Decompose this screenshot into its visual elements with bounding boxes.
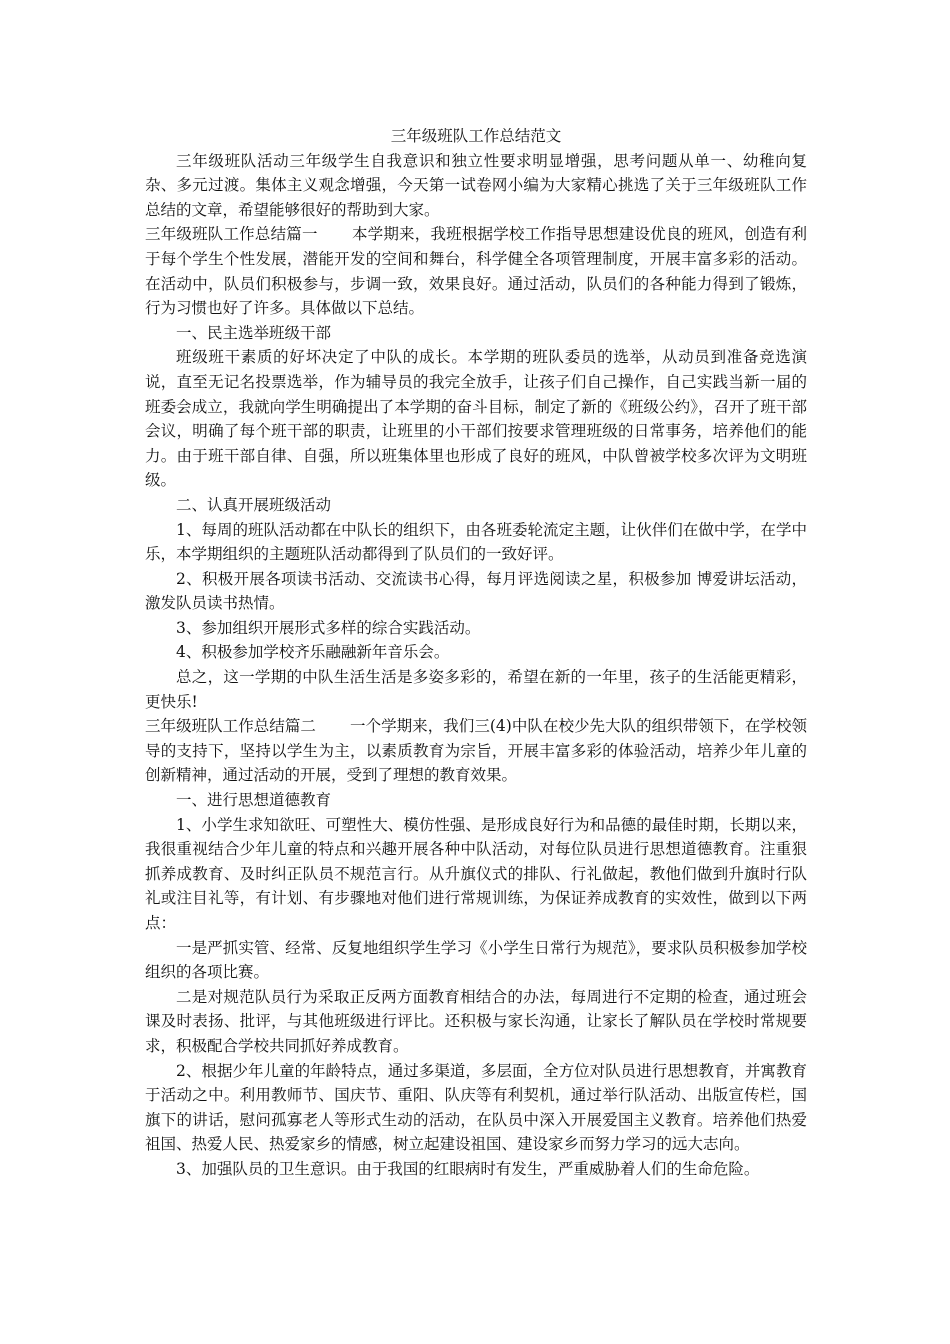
part2-heading: 三年级班队工作总结篇二: [145, 717, 316, 736]
section-heading: 一、民主选举班级干部: [176, 323, 332, 342]
body-paragraph: 1、每周的班队活动都在中队长的组织下，由各班委轮流定主题，让伙伴们在做中学，在学中乐，本学期组织的主题班队活动都得到了队员们的一致好评。: [145, 520, 807, 564]
body-paragraph: 班级班干素质的好坏决定了中队的成长。本学期的班队委员的选举，从动员到准备竞选演说，直至无记名投票选举，作为辅导员的我完全放手，让孩子们自己操作，自己实践当新一届的班委会成立，我就向学生明确提出了本学期的奋斗目标，制定了新的《班级公约》，召开了班干部会议，明确了每个班干部的职责，让班里的小干部们按要求管理班级的日常事务，培养他们的能力。由于班干部自律、自强，所以班集体里也形成了良好的班风，中队曾被学校多次评为文明班级。: [145, 348, 807, 490]
body-paragraph: 2、根据少年儿童的年龄特点，通过多渠道，多层面，全方位对队员进行思想教育，并寓教育于活动之中。利用教师节、国庆节、重阳、队庆等有利契机，通过举行队活动、出版宣传栏，国旗下的讲话，慰问孤寡老人等形式生动的活动，在队员中深入开展爱国主义教育。培养他们热爱祖国、热爱人民、热爱家乡的情感，树立起建设祖国、建设家乡而努力学习的远大志向。: [145, 1061, 807, 1154]
intro-paragraph: 三年级班队活动三年级学生自我意识和独立性要求明显增强，思考问题从单一、幼稚向复杂、多元过渡。集体主义观念增强，今天第一试卷网小编为大家精心挑选了关于三年级班队工作总结的文章，希望能够很好的帮助到大家。: [145, 151, 807, 219]
body-paragraph: 3、参加组织开展形式多样的综合实践活动。: [176, 618, 481, 637]
part1-heading: 三年级班队工作总结篇一: [145, 225, 318, 244]
part2-lead-paragraph: [145, 714, 807, 788]
section-heading: 二、认真开展班级活动: [176, 495, 332, 514]
document-title: 三年级班队工作总结范文: [390, 127, 562, 145]
body-paragraph: 1、小学生求知欲旺、可塑性大、模仿性强、是形成良好行为和品德的最佳时期，长期以来，我很重视结合少年儿童的特点和兴趣开展各种中队活动，对每位队员进行思想道德教育。注重狠抓养成教育、及时纠正队员不规范言行。从升旗仪式的排队、行礼做起，教他们做到升旗时行队礼或注目礼等，有计划、有步骤地对他们进行常规训练，为保证养成教育的实效性，做到以下两点：: [145, 815, 807, 932]
body-paragraph: 4、积极参加学校齐乐融融新年音乐会。: [176, 643, 450, 662]
body-paragraph: 3、加强队员的卫生意识。由于我国的红眼病时有发生，严重威胁着人们的生命危险。: [176, 1159, 760, 1178]
part2-lead-text: 一个学期来，我们三(4)中队在校少先大队的组织带领下，在学校领导的支持下，坚持以学生为主，以素质教育为宗旨，开展丰富多彩的体验活动，培养少年儿童的创新精神，通过活动的开展，受到了理想的教育效果。: [145, 717, 807, 785]
part1-lead-text: 本学期来，我班根据学校工作指导思想建设优良的班风，创造有利于每个学生个性发展，潜能开发的空间和舞台，科学健全各项管理制度，开展丰富多彩的活动。在活动中，队员们积极参与，步调一致，效果良好。通过活动，队员们的各种能力得到了锻炼，行为习惯也好了许多。具体做以下总结。: [145, 225, 807, 318]
body-paragraph: 2、积极开展各项读书活动、交流读书心得，每月评选阅读之星，积极参加 博爱讲坛活动，激发队员读书热情。: [145, 569, 807, 613]
part1-lead-paragraph: [145, 222, 807, 320]
body-paragraph: 总之，这一学期的中队生活生活是多姿多彩的，希望在新的一年里，孩子的生活能更精彩，更快乐!: [145, 668, 807, 711]
body-paragraph: 一是严抓实管、经常、反复地组织学生学习《小学生日常行为规范》，要求队员积极参加学校组织的各项比赛。: [145, 938, 807, 982]
section-heading: 一、进行思想道德教育: [176, 791, 332, 810]
document-page: [145, 124, 807, 1182]
body-paragraph: 二是对规范队员行为采取正反两方面教育相结合的办法，每周进行不定期的检查，通过班会课及时表扬、批评，与其他班级进行评比。还积极与家长沟通，让家长了解队员在学校时常规要求，积极配合学校共同抓好养成教育。: [145, 987, 807, 1055]
